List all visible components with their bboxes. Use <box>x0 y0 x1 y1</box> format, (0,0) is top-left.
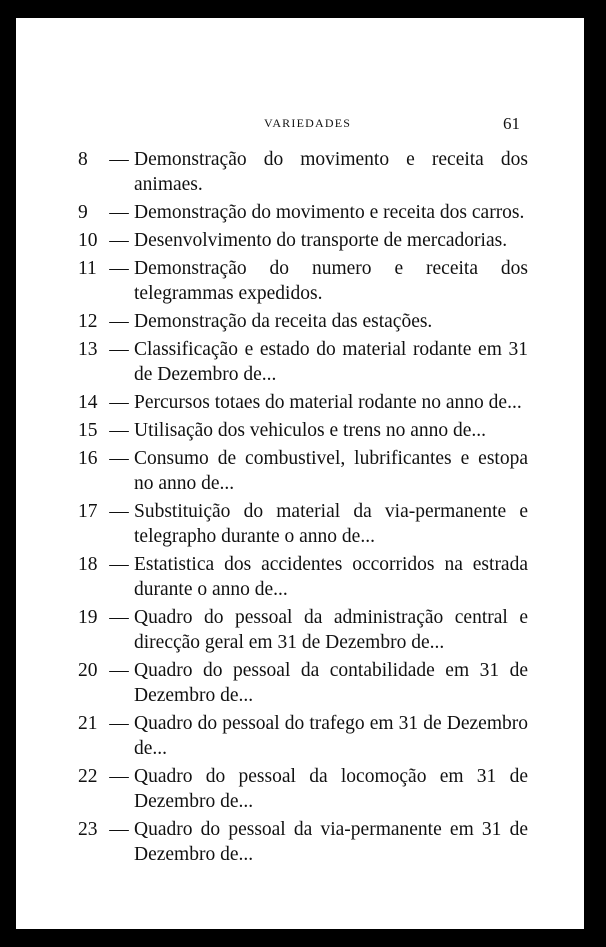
entry-text: Classificação e estado do material rodante em 31 de Dezembro de... <box>134 339 528 385</box>
entry-number: 8 <box>78 149 88 170</box>
entry-text: Demonstração do movimento e receita dos carros. <box>134 202 525 223</box>
entry-number: 22 <box>78 766 98 787</box>
list-item <box>78 499 528 549</box>
entry-text: Estatistica dos accidentes occorridos na estrada durante o anno de... <box>134 554 528 600</box>
page-header <box>16 116 584 136</box>
entry-dash: — <box>109 766 129 787</box>
entry-dash: — <box>109 258 129 279</box>
list-item <box>78 228 528 253</box>
entry-dash: — <box>109 392 129 413</box>
entry-dash: — <box>109 230 129 251</box>
list-item <box>78 337 528 387</box>
entry-number: 18 <box>78 554 98 575</box>
list-item <box>78 446 528 496</box>
list-of-tables <box>78 147 528 870</box>
entry-dash: — <box>109 448 129 469</box>
entry-dash: — <box>109 819 129 840</box>
entry-text: Substituição do material da via-permanente e telegrapho durante o anno de... <box>134 501 528 547</box>
entry-dash: — <box>109 339 129 360</box>
entry-number: 13 <box>78 339 98 360</box>
entry-number: 12 <box>78 311 98 332</box>
entry-number: 9 <box>78 202 88 223</box>
entry-text: Quadro do pessoal da administração central e direcção geral em 31 de Dezembro de... <box>134 607 528 653</box>
list-item <box>78 256 528 306</box>
entry-dash: — <box>109 501 129 522</box>
entry-text: Desenvolvimento do transporte de mercadorias. <box>134 230 508 251</box>
entry-number: 14 <box>78 392 98 413</box>
entry-number: 20 <box>78 660 98 681</box>
list-item <box>78 147 528 197</box>
entry-number: 16 <box>78 448 98 469</box>
entry-number: 21 <box>78 713 98 734</box>
entry-dash: — <box>109 713 129 734</box>
entry-number: 23 <box>78 819 98 840</box>
list-item <box>78 605 528 655</box>
entry-dash: — <box>109 149 129 170</box>
entry-dash: — <box>109 660 129 681</box>
running-title: VARIEDADES <box>264 116 352 130</box>
entry-text: Quadro do pessoal da locomoção em 31 de Dezembro de... <box>134 766 528 812</box>
entry-dash: — <box>109 607 129 628</box>
list-item <box>78 309 528 334</box>
page-number: 61 <box>503 114 520 133</box>
list-item <box>78 552 528 602</box>
list-item <box>78 418 528 443</box>
entry-number: 17 <box>78 501 98 522</box>
entry-text: Demonstração da receita das estações. <box>134 311 433 332</box>
entry-text: Demonstração do movimento e receita dos animaes. <box>134 149 528 195</box>
list-item <box>78 817 528 867</box>
entry-number: 19 <box>78 607 98 628</box>
entry-dash: — <box>109 420 129 441</box>
list-item <box>78 764 528 814</box>
entry-number: 10 <box>78 230 98 251</box>
entry-text: Quadro do pessoal da contabilidade em 31 de Dezembro de... <box>134 660 528 706</box>
entry-dash: — <box>109 311 129 332</box>
entry-number: 11 <box>78 258 97 279</box>
entry-number: 15 <box>78 420 98 441</box>
list-item <box>78 390 528 415</box>
entry-dash: — <box>109 202 129 223</box>
entry-text: Consumo de combustivel, lubrificantes e estopa no anno de... <box>134 448 528 494</box>
entry-text: Quadro do pessoal do trafego em 31 de Dezembro de... <box>134 713 528 759</box>
entry-text: Quadro do pessoal da via-permanente em 31 de Dezembro de... <box>134 819 528 865</box>
list-item <box>78 658 528 708</box>
book-page <box>16 18 584 929</box>
entry-text: Utilisação dos vehiculos e trens no anno de... <box>134 420 486 441</box>
list-item <box>78 711 528 761</box>
list-item <box>78 200 528 225</box>
entry-dash: — <box>109 554 129 575</box>
entry-text: Percursos totaes do material rodante no anno de... <box>134 392 522 413</box>
entry-text: Demonstração do numero e receita dos telegrammas expedidos. <box>134 258 528 304</box>
